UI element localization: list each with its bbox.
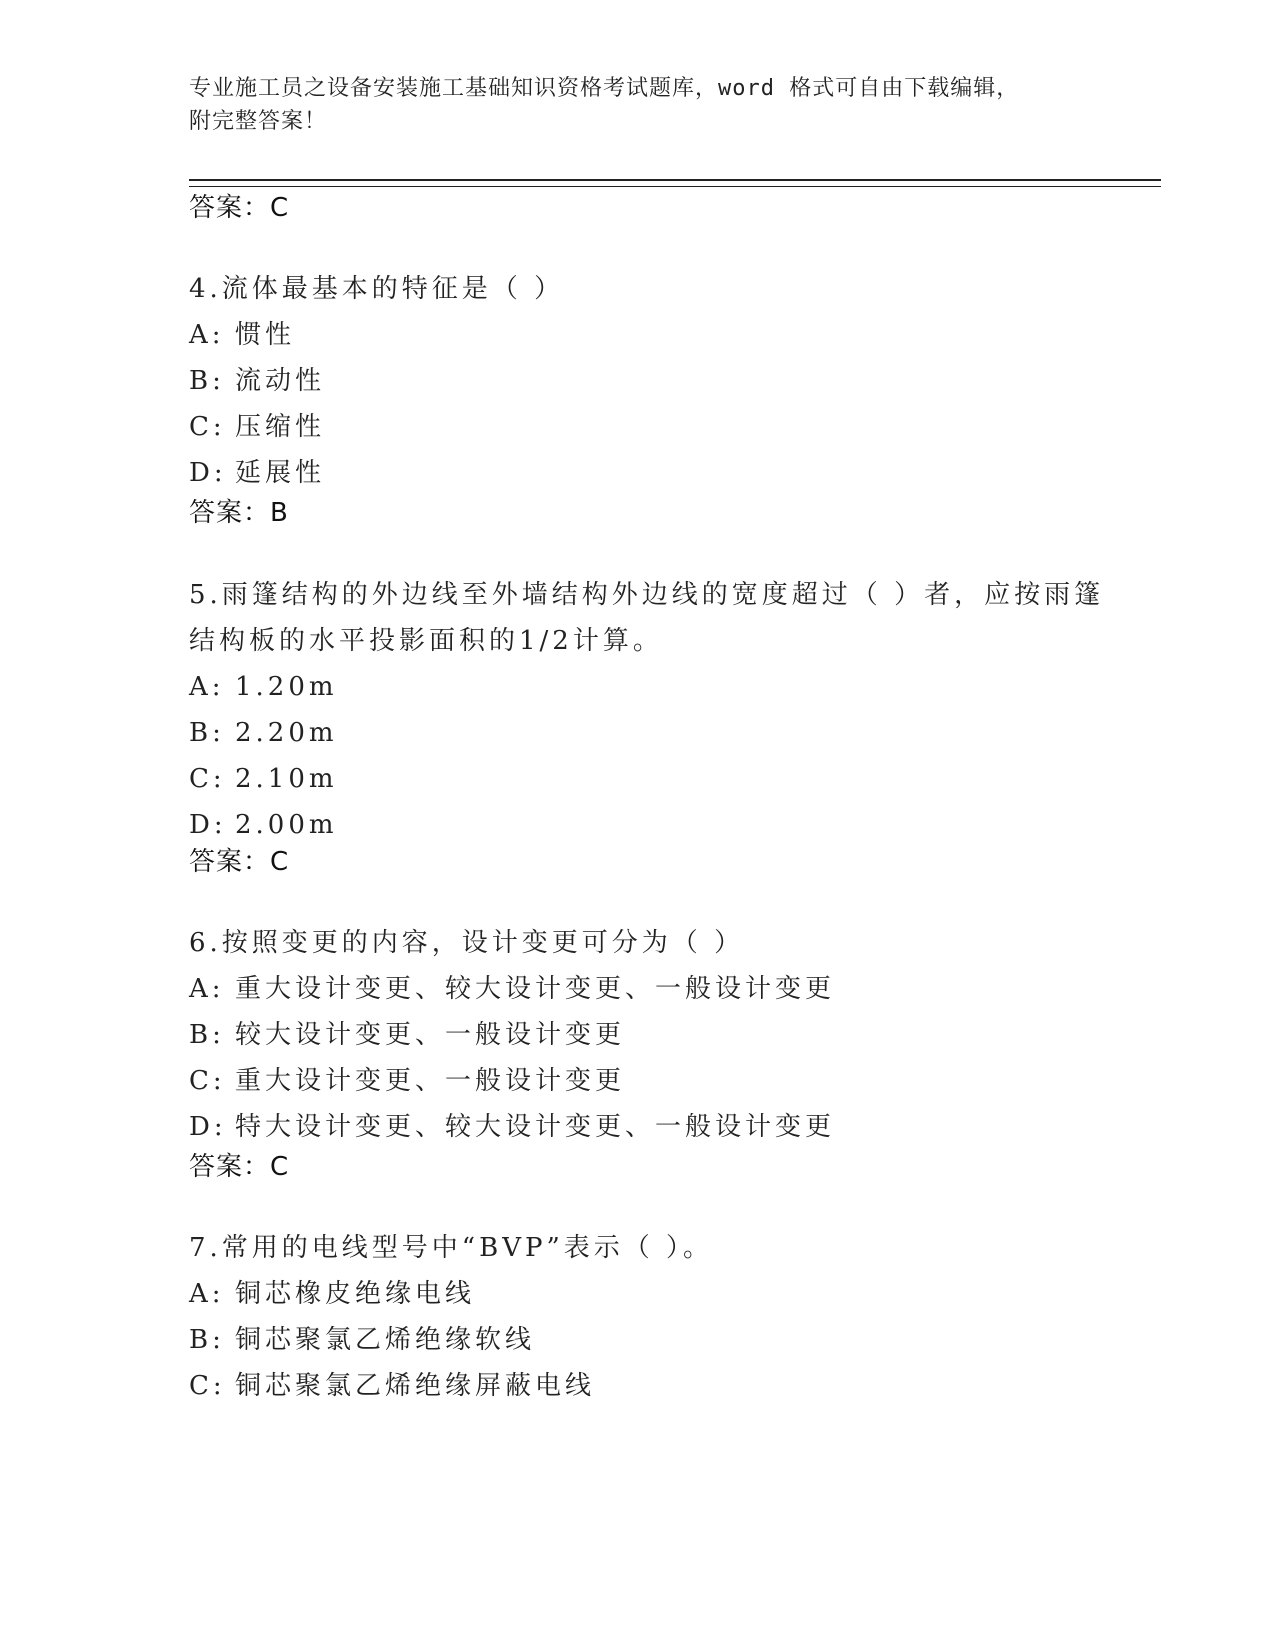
question-5-stem-line-2: 结构板的水平投影面积的1/2计算。 <box>189 626 663 656</box>
option-letter: A: <box>189 672 225 702</box>
option-text: 铜芯橡皮绝缘电线 <box>235 1279 476 1309</box>
option-text: 特大设计变更、较大设计变更、一般设计变更 <box>235 1112 836 1142</box>
option-text: 铜芯聚氯乙烯绝缘软线 <box>235 1325 536 1355</box>
question-5-answer: 答案：C <box>189 847 290 877</box>
previous-answer: 答案：C <box>189 193 290 223</box>
option-text: 惯性 <box>235 320 296 350</box>
question-4-option-c <box>189 404 564 450</box>
header-divider <box>189 179 1161 187</box>
question-4-stem: 4.流体最基本的特征是（ ） <box>189 274 565 304</box>
question-4-answer: 答案：B <box>189 498 289 528</box>
question-7-option-c <box>189 1363 713 1409</box>
question-4-option-b <box>189 358 564 404</box>
question-4-option-a <box>189 312 564 358</box>
question-7-option-b <box>189 1317 713 1363</box>
question-5-option-c <box>189 756 1104 802</box>
question-6 <box>189 920 835 1150</box>
option-text: 压缩性 <box>235 412 326 442</box>
header-title-line-1: 专业施工员之设备安装施工基础知识资格考试题库，word 格式可自由下载编辑， <box>189 76 1020 101</box>
option-letter: B: <box>189 1020 225 1050</box>
option-letter: C: <box>189 1066 226 1096</box>
question-5-stem-line-1: 5.雨篷结构的外边线至外墙结构外边线的宽度超过（ ）者，应按雨篷 <box>189 580 1105 610</box>
option-letter: B: <box>189 1325 225 1355</box>
question-5-option-b <box>189 710 1104 756</box>
option-text: 铜芯聚氯乙烯绝缘屏蔽电线 <box>235 1371 596 1401</box>
option-letter: D: <box>189 810 227 840</box>
option-text: 重大设计变更、较大设计变更、一般设计变更 <box>235 974 836 1004</box>
question-7-option-a <box>189 1271 713 1317</box>
option-letter: C: <box>189 412 226 442</box>
option-letter: C: <box>189 1371 226 1401</box>
question-6-option-b <box>189 1012 835 1058</box>
question-5-option-d <box>189 802 1104 848</box>
document-header <box>189 72 1089 138</box>
option-text: 重大设计变更、一般设计变更 <box>235 1066 626 1096</box>
option-text: 较大设计变更、一般设计变更 <box>235 1020 626 1050</box>
option-text: 1.20m <box>235 672 338 702</box>
question-5 <box>189 572 1104 848</box>
option-text: 2.10m <box>235 764 338 794</box>
question-6-answer: 答案：C <box>189 1152 290 1182</box>
option-letter: D: <box>189 458 227 488</box>
question-5-option-a <box>189 664 1104 710</box>
option-letter: B: <box>189 718 225 748</box>
header-title-line-2: 附完整答案！ <box>189 109 328 134</box>
option-letter: A: <box>189 320 225 350</box>
option-text: 2.00m <box>235 810 338 840</box>
option-text: 延展性 <box>235 458 326 488</box>
option-letter: C: <box>189 764 226 794</box>
question-7-stem: 7.常用的电线型号中“BVP”表示（ ）。 <box>189 1233 714 1263</box>
question-6-option-c <box>189 1058 835 1104</box>
option-letter: B: <box>189 366 225 396</box>
question-6-option-d <box>189 1104 835 1150</box>
question-4 <box>189 266 564 496</box>
option-letter: D: <box>189 1112 227 1142</box>
question-7 <box>189 1225 713 1409</box>
question-6-stem: 6.按照变更的内容，设计变更可分为（ ） <box>189 928 745 958</box>
option-text: 2.20m <box>235 718 338 748</box>
option-text: 流动性 <box>235 366 326 396</box>
option-letter: A: <box>189 1279 225 1309</box>
question-4-option-d <box>189 450 564 496</box>
question-6-option-a <box>189 966 835 1012</box>
option-letter: A: <box>189 974 225 1004</box>
